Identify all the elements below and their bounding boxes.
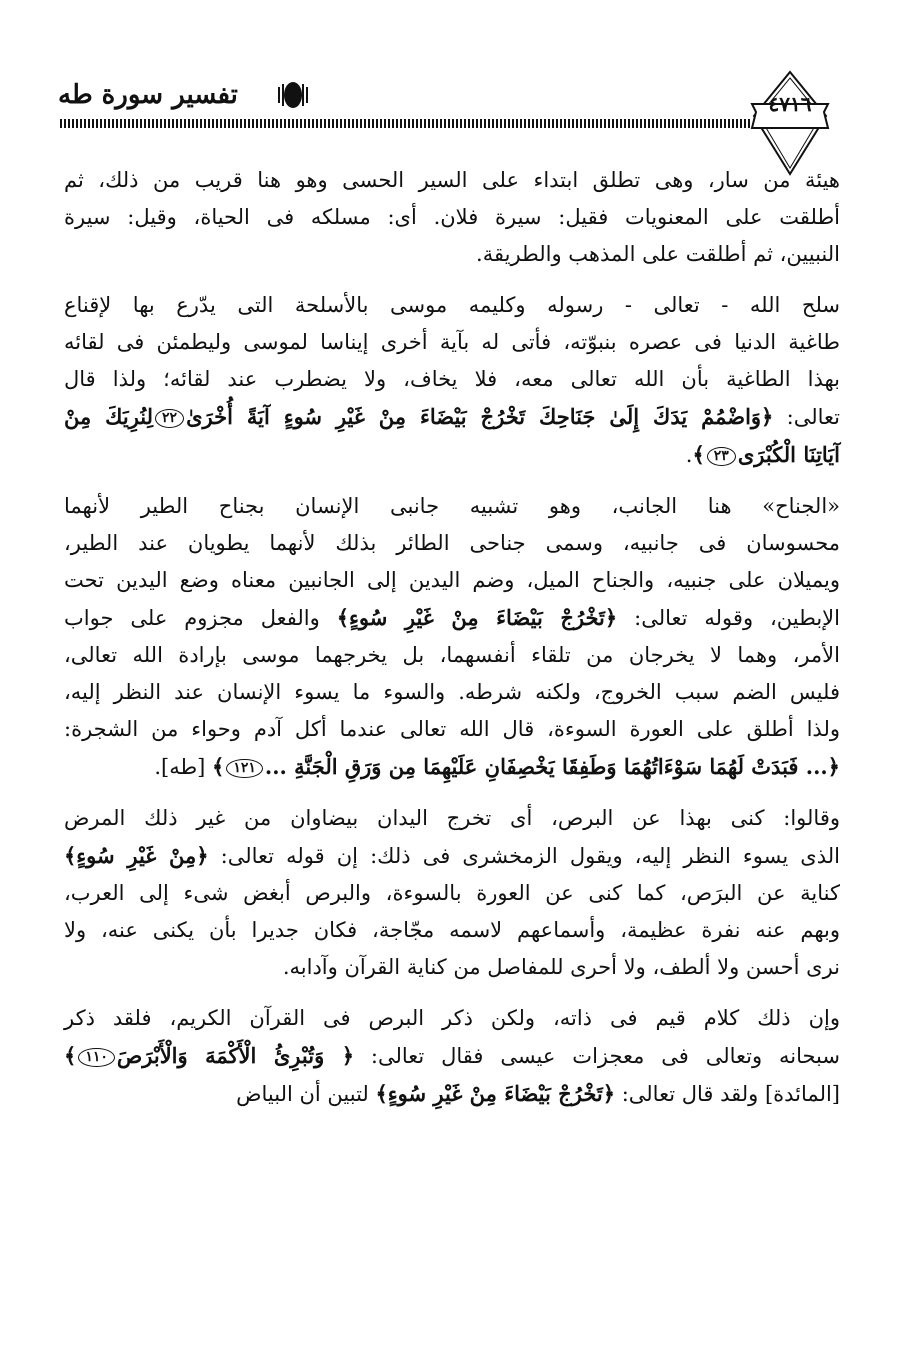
text-run: ويميلان على جنبيه، والجناح الميل، وضم اليدين إلى الجانبين معناه وضع اليدين تحت [64,568,840,592]
text-line [64,949,840,986]
text-run: تعالى: [773,405,840,429]
quran-quote: ﴿تَخْرُجْ بَيْضَاءَ مِنْ غَيْرِ سُوءٍ﴾ [336,605,618,630]
text-run: سلح الله - تعالى - رسوله وكليمه موسى بالأسلحة التى يدّرع بها لإقناع [64,293,840,317]
text-line [64,199,840,236]
text-run: وبهم عنه نفرة عظيمة، وأسماعهم لاسمه مجّاجة، فكان جديرا بأن يكنى عنه، ولا [64,918,840,942]
text-run: طاغية الدنيا فى عصره بنبوّته، فأتى له بآية أخرى إيناسا لموسى وليطمئن فى لقائه [64,330,840,354]
quran-quote: ﴾ [212,754,225,779]
quran-quote: آيَاتِنَا الْكُبْرَى [737,442,840,467]
text-line [64,287,840,324]
text-run: محسوسان فى جانبيه، وسمى جناحى الطائر بذلك لأنهما يطويان عند الطير، [64,531,840,555]
text-run: وإن ذلك كلام قيم فى ذاته، ولكن ذكر البرص فى القرآن الكريم، فلقد ذكر [64,1006,840,1030]
text-run: الأمر، وهما لا يخرجان من تلقاء أنفسهما، بل يخرجهما موسى بإرادة الله تعالى، [64,643,840,667]
verse-number: ٢٢ [155,409,184,428]
quran-quote: ﴿تَخْرُجْ بَيْضَاءَ مِنْ غَيْرِ سُوءٍ﴾ [375,1081,616,1106]
page-header [0,52,908,162]
quran-quote: ﴿... فَبَدَتْ لَهُمَا سَوْءَاتُهُمَا وَطَفِقَا يَخْصِفَانِ عَلَيْهِمَا مِن وَرَقِ الْجَنَّةِ ... [264,754,840,779]
text-line [64,1075,840,1113]
ornament-icon [275,78,311,112]
text-run: النبيين، ثم أطلقت على المذهب والطريقة. [476,242,840,266]
text-line [64,875,840,912]
text-run: وقالوا: كنى بهذا عن البرص، أى تخرج اليدان بيضاوان من غير ذلك المرض [64,806,840,830]
paragraph [64,488,840,786]
quran-quote: ﴿مِنْ غَيْرِ سُوءٍ﴾ [64,843,209,868]
text-run: كناية عن البرَص، كما كنى عن العورة بالسوءة، والبرص أبغض شىء إلى العرب، [64,881,840,905]
verse-number: ٢٣ [707,447,736,466]
text-run: [طه]. [154,755,213,779]
text-line [64,436,840,474]
text-run: [المائدة] ولقد قال تعالى: [615,1082,840,1106]
text-line [64,1000,840,1037]
quran-quote: ﴾ [64,1043,77,1068]
text-run: الذى يسوء النظر إليه، ويقول الزمخشرى فى ذلك: إن قوله تعالى: [208,844,840,868]
text-line [64,488,840,525]
text-line [64,637,840,674]
text-line [64,912,840,949]
paragraph [64,162,840,273]
text-line [64,800,840,837]
quran-quote: ﴾ [692,442,705,467]
text-run: بهذا الطاغية بأن الله تعالى معه، فلا يخاف، ولا يضطرب عند لقائه؛ ولذا قال [64,367,840,391]
text-line [64,361,840,398]
text-line [64,1037,840,1075]
text-line [64,324,840,361]
text-line [64,398,840,436]
text-line [64,837,840,875]
text-line [64,599,840,637]
verse-number: ١١٠ [78,1048,115,1067]
text-line [64,562,840,599]
text-run: سبحانه وتعالى فى معجزات عيسى فقال تعالى: [354,1044,840,1068]
text-line [64,162,840,199]
text-run: «الجناح» هنا الجانب، وهو تشبيه جانبى الإنسان بجناح الطير لأنهما [64,494,840,518]
text-line [64,525,840,562]
quran-quote: ﴿ وَتُبْرِئُ الْأَكْمَهَ وَالْأَبْرَصَ [116,1043,355,1068]
text-run: والفعل مجزوم على جواب [64,606,337,630]
paragraph [64,1000,840,1113]
paragraph [64,287,840,474]
quran-quote: ﴿وَاضْمُمْ يَدَكَ إِلَىٰ جَنَاحِكَ تَخْرُجْ بَيْضَاءَ مِنْ غَيْرِ سُوءٍ آيَةً أُخْرَىٰ [186,404,774,429]
text-run: هيئة من سار، وهى تطلق ابتداء على السير الحسى وهو هنا قريب من ذلك، ثم [64,168,840,192]
text-run: فليس الضم سبب الخروج، ولكنه شرطه. والسوء ما يسوء الإنسان عند النظر إليه، [64,680,840,704]
body-text [64,162,840,1113]
page-number: ٤٧١٦ [768,92,812,116]
header-rule [60,119,750,128]
paragraph [64,800,840,986]
text-line [64,674,840,711]
text-run: ولذا أطلق على العورة السوءة، قال الله تعالى عندما أكل آدم وحواء من الشجرة: [64,717,840,741]
text-line [64,748,840,786]
text-run: الإبطين، وقوله تعالى: [617,606,840,630]
text-run: . [685,443,693,467]
text-line [64,711,840,748]
quran-quote: لِنُرِيَكَ مِنْ [64,404,154,429]
running-title: تفسير سورة طه [58,80,238,110]
text-run: نرى أحسن ولا ألطف، ولا أحرى للمفاصل من كناية القرآن وآدابه. [282,955,840,979]
text-run: لتبين أن البياض [236,1082,376,1106]
text-run: أطلقت على المعنويات فقيل: سيرة فلان. أى: مسلكه فى الحياة، وقيل: سيرة [64,205,840,229]
text-line [64,236,840,273]
verse-number: ١٢١ [226,759,263,778]
